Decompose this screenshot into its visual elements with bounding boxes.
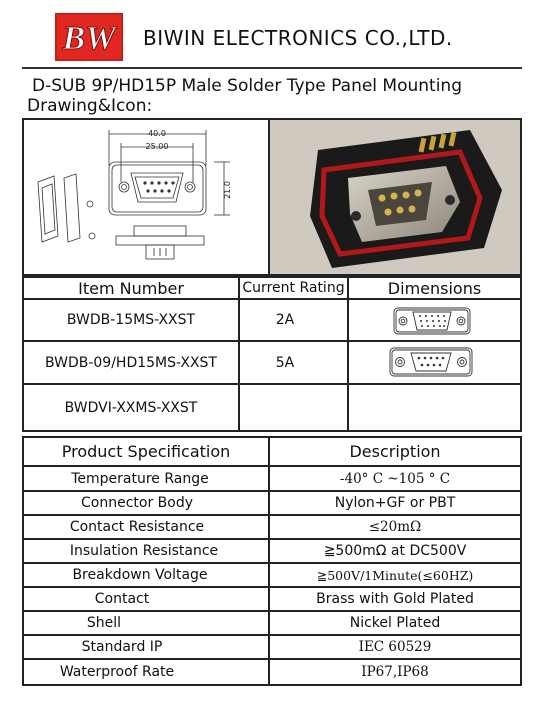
svg-text:BW: BW [62, 20, 116, 57]
spec-name-contact: Contact [94, 591, 150, 607]
header-item-number: Item Number [78, 278, 184, 298]
section-label: Drawing&Icon: [27, 96, 153, 116]
rating-2: 5A [275, 354, 295, 371]
svg-text:25.00: 25.00 [145, 142, 169, 151]
spec-value-shell: Nickel Plated [349, 615, 441, 631]
item-number-1: BWDB-15MS-XXST [66, 312, 196, 328]
spec-value-temperature-range: -40° C ~105 ° C [339, 470, 451, 487]
spec-name-waterproof-rate: Waterproof Rate [59, 664, 175, 680]
spec-name-connector-body: Connector Body [81, 495, 193, 511]
svg-text:40.0: 40.0 [148, 129, 166, 138]
item-number-2: BWDB-09/HD15MS-XXST [45, 354, 217, 371]
spec-value-breakdown-voltage: ≧500V/1Minute(≤60HZ) [316, 567, 474, 583]
spec-name-breakdown-voltage: Breakdown Voltage [72, 567, 208, 583]
spec-name-insulation-resistance: Insulation Resistance [69, 543, 219, 559]
product-photo [270, 120, 520, 274]
spec-value-waterproof-rate: IP67,IP68 [361, 664, 429, 680]
company-logo [55, 13, 123, 61]
spec-name-temperature-range: Temperature Range [71, 470, 209, 487]
spec-name-standard-ip: Standard IP [81, 639, 163, 655]
spec-value-contact-resistance: ≤20mΩ [368, 519, 422, 535]
spec-value-standard-ip: IEC 60529 [358, 639, 432, 655]
technical-drawing [24, 120, 267, 274]
spec-value-insulation-resistance: ≧500mΩ at DC500V [323, 543, 467, 559]
rating-1: 2A [275, 312, 295, 328]
header-dimensions: Dimensions [387, 278, 482, 298]
spec-name-shell: Shell [86, 615, 122, 631]
header-current-rating: Current Rating [242, 280, 345, 296]
header-description: Description [349, 442, 441, 461]
spec-name-contact-resistance: Contact Resistance [69, 519, 205, 535]
product-title: D-SUB 9P/HD15P Male Solder Type Panel Mounting [32, 76, 462, 96]
hd15-connector-icon [393, 306, 471, 336]
spec-value-contact: Brass with Gold Plated [316, 591, 474, 607]
svg-text:21.0: 21.0 [223, 181, 232, 199]
header-product-specification: Product Specification [61, 442, 231, 461]
company-name: BIWIN ELECTRONICS CO.,LTD. [143, 26, 453, 50]
db9-connector-icon [389, 346, 473, 378]
item-number-3: BWDVI-XXMS-XXST [64, 399, 198, 416]
spec-value-connector-body: Nylon+GF or PBT [334, 495, 456, 511]
header-rule [22, 67, 522, 69]
